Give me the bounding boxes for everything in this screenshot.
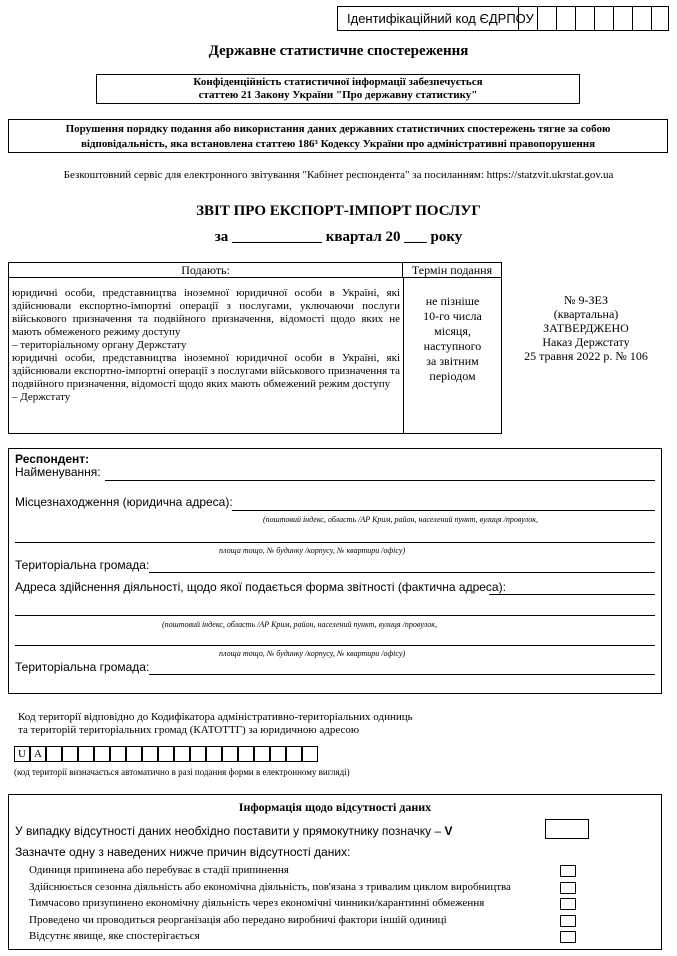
submit-header-who: Подають: [9,263,403,278]
absence-title: Інформація щодо відсутності даних [238,800,432,814]
reason-label: Здійснюється сезонна діяльність або економічна діяльність, пов'язана з тривалим циклом виробництва [29,880,511,893]
violation-line2: відповідальність, яка встановлена статтею 186³ Кодексу України про адміністративні правопорушення [80,138,596,150]
reason-row [9,880,661,896]
deadline-line: наступного [423,339,482,353]
absence-instruction [15,824,452,838]
deadline-line: місяця, [434,324,471,338]
reason-row [9,896,661,912]
location-field-2[interactable] [15,542,655,543]
actual-hint-1: (поштовий індекс, область /АР Крим, район, населений пункт, вулиця /провулок, [162,620,437,629]
location-label: Місцезнаходження (юридична адреса): [15,495,233,509]
reason-checkbox[interactable] [560,898,576,910]
form-number: № 9-ЗЕЗ [564,293,608,307]
form-info [505,293,667,363]
report-title: ЗВІТ ПРО ЕКСПОРТ-ІМПОРТ ПОСЛУГ [196,203,481,219]
katottg-caption [18,711,413,737]
who-recipient2: – Держстату [12,391,71,403]
respondent-title: Респондент: [15,452,90,466]
katottg-digit-cell[interactable] [238,746,254,762]
check-mark-symbol: V [444,824,453,838]
address-hint-2: площа тощо, № будинку /корпусу, № квартири /офісу) [219,546,406,555]
actual-address-field-2[interactable] [15,615,655,616]
deadline-line: не пізніше [425,294,480,308]
katottg-digit-cell[interactable] [94,746,110,762]
period-line[interactable]: за ____________ квартал 20 ___ року [214,229,463,245]
reason-label: Відсутнє явище, яке спостерігається [29,930,200,942]
edrpou-digit-cell[interactable] [575,7,594,30]
katottg-digit-cell[interactable] [46,746,62,762]
katottg-digit-cell[interactable] [174,746,190,762]
reasons-label: Зазначте одну з наведених нижче причин відсутності даних: [15,845,351,859]
katottg-digit-cell[interactable] [302,746,318,762]
reason-row [9,913,661,929]
confidentiality-line2: статтею 21 Закону України "Про державну статистику" [198,89,478,101]
submit-table [8,262,502,434]
katottg-prefix-cell: U [14,746,30,762]
katottg-digit-cell[interactable] [206,746,222,762]
katottg-digit-cell[interactable] [222,746,238,762]
edrpou-digit-cell[interactable] [594,7,613,30]
absence-checkbox[interactable] [545,819,589,839]
katottg-digit-cell[interactable] [78,746,94,762]
service-note: Безкоштовний сервіс для електронного звітування "Кабінет респондента" за посиланням: https://statzvit.ukrstat.gov.ua [63,169,614,181]
form-order-date: 25 травня 2022 р. № 106 [524,349,648,363]
confidentiality-line1: Конфіденційність статистичної інформації забезпечується [193,76,483,88]
form-order: Наказ Держстату [542,335,630,349]
submit-header-when: Термін подання [403,263,501,278]
katottg-line1: Код території відповідно до Кодифікатора адміністративно-територіальних одиниць [18,711,413,723]
katottg-digit-cell[interactable] [126,746,142,762]
reason-row [9,863,661,879]
reason-label: Тимчасово призупинено економічну діяльність через економічні чинники/карантинні обмеження [29,897,485,909]
absence-box [8,794,662,950]
edrpou-digit-cell[interactable] [537,7,556,30]
who-paragraph2: юридичні особи, представництва іноземної юридичної особи в Україні, які здійснювали експортно-імпортні операції з послугами військового призначення та подвійного призначення, відомості щодо яких мають обмежений режим доступу [12,352,400,390]
edrpou-digit-cell[interactable] [518,7,537,30]
address-hint-1: (поштовий індекс, область /АР Крим, район, населений пункт, вулиця /провулок, [263,515,538,524]
deadline-line: 10-го числа [423,309,482,323]
katottg-digit-cell[interactable] [254,746,270,762]
community-field-2[interactable] [149,674,655,675]
katottg-prefix-cell: A [30,746,46,762]
katottg-digit-cell[interactable] [62,746,78,762]
edrpou-box [337,6,669,31]
community-label-2: Територіальна громада: [15,660,150,674]
who-paragraph1: юридичні особи, представництва іноземної юридичної особи в Україні, які здійснювали експортно-імпортні операції з послугами, уключаючи послуги військового призначення та подвійного призначення, відомості щодо яких не мають обмеженого режиму доступу [12,287,400,338]
katottg-line2: та територій територіальних громад (КАТОТТГ) за юридичною адресою [18,724,360,736]
katottg-digit-cell[interactable] [158,746,174,762]
deadline-line: за звітним [426,354,479,368]
deadline-line: періодом [429,369,476,383]
reason-checkbox[interactable] [560,882,576,894]
katottg-note: (код території визначається автоматично в разі подання форми в електронному вигляді) [14,767,350,777]
katottg-digit-cell[interactable] [286,746,302,762]
katottg-digit-cell[interactable] [142,746,158,762]
who-recipient1: – територіальному органу Держстату [12,339,187,351]
edrpou-digit-cell[interactable] [651,7,670,30]
actual-address-field-3[interactable] [15,645,655,646]
reason-row [9,929,661,945]
absence-instruction-text: У випадку відсутності даних необхідно поставити у прямокутнику позначку – [15,824,442,838]
deadline-text [404,294,501,384]
actual-address-field[interactable] [489,594,655,595]
actual-address-label: Адреса здійснення діяльності, щодо якої подається форма звітності (фактична адреса): [15,580,506,594]
katottg-digit-cell[interactable] [110,746,126,762]
reason-checkbox[interactable] [560,865,576,877]
name-label: Найменування: [15,465,101,479]
edrpou-digit-cell[interactable] [632,7,651,30]
katottg-digit-cell[interactable] [270,746,286,762]
submit-who-text [12,287,400,404]
location-field[interactable] [232,510,655,511]
reason-checkbox[interactable] [560,931,576,943]
name-field[interactable] [105,480,655,481]
confidentiality-box [96,74,580,104]
edrpou-digit-cell[interactable] [556,7,575,30]
reason-label: Одиниця припинена або перебуває в стадії припинення [29,864,289,876]
observation-title: Державне статистичне спостереження [208,43,469,59]
violation-line1: Порушення порядку подання або використання даних державних статистичних спостережень тягне за собою [65,123,611,135]
edrpou-label: Ідентифікаційний код ЄДРПОУ [347,11,534,26]
form-frequency: (квартальна) [553,307,619,321]
katottg-digit-cell[interactable] [190,746,206,762]
community-label: Територіальна громада: [15,558,150,572]
reason-label: Проведено чи проводиться реорганізація або передано виробничі фактори іншій одиниці [29,913,447,926]
violation-box [8,119,668,153]
reason-checkbox[interactable] [560,915,576,927]
respondent-box [8,448,662,694]
edrpou-digit-cell[interactable] [613,7,632,30]
form-approved: ЗАТВЕРДЖЕНО [543,321,629,335]
community-field[interactable] [149,572,655,573]
actual-hint-2: площа тощо, № будинку /корпусу, № квартири /офісу) [219,649,406,658]
